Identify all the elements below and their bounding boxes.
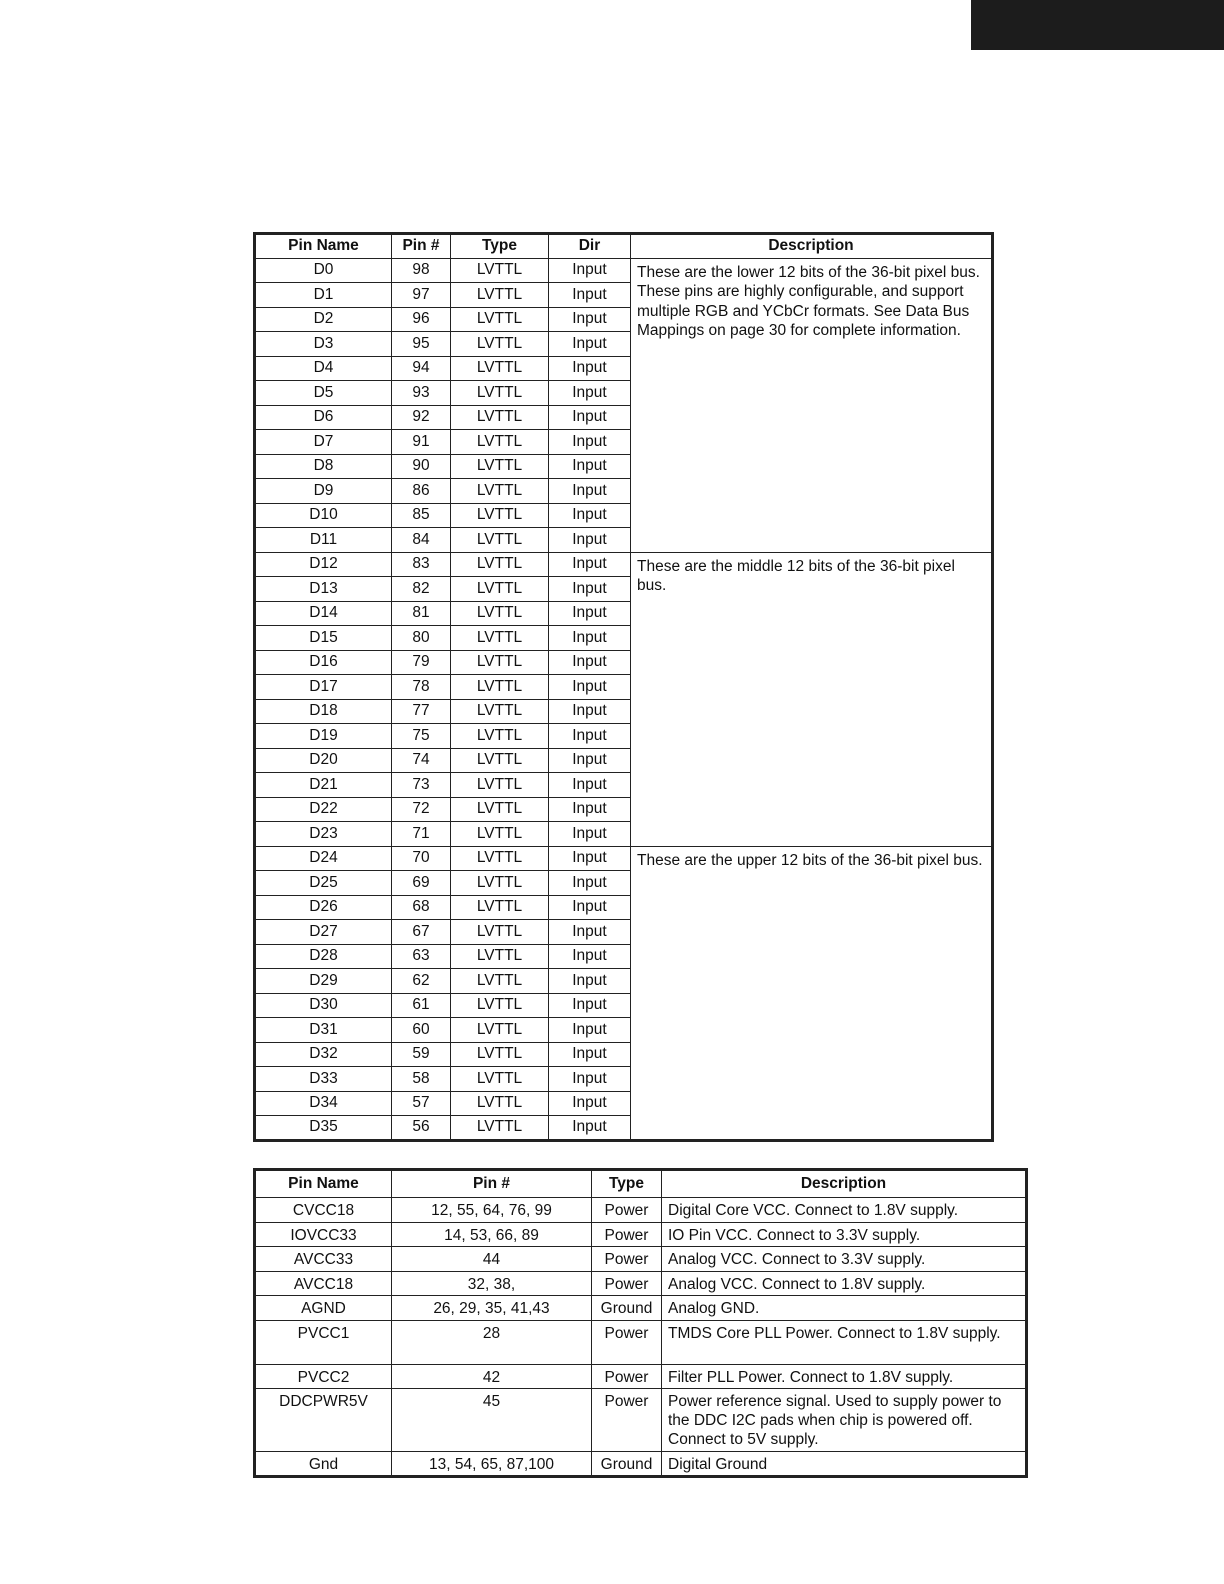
pin-name-cell: D10: [255, 503, 392, 528]
dir-cell: Input: [549, 650, 631, 675]
pin-name-cell: D17: [255, 675, 392, 700]
dir-cell: Input: [549, 699, 631, 724]
type-cell: LVTTL: [451, 846, 549, 871]
dir-cell: Input: [549, 993, 631, 1018]
pin-name-cell: D12: [255, 552, 392, 577]
pin-name-cell: D5: [255, 381, 392, 406]
dir-cell: Input: [549, 797, 631, 822]
dir-cell: Input: [549, 1116, 631, 1141]
dir-cell: Input: [549, 1067, 631, 1092]
power-pin-name-cell: AVCC18: [255, 1271, 392, 1296]
type-cell: LVTTL: [451, 895, 549, 920]
pin-name-cell: D16: [255, 650, 392, 675]
type-cell: LVTTL: [451, 258, 549, 283]
pin-number-cell: 83: [392, 552, 451, 577]
data-table-body: [255, 258, 993, 1140]
power-pin-number-cell: 26, 29, 35, 41,43: [392, 1296, 592, 1321]
pin-name-cell: D1: [255, 283, 392, 308]
pin-number-cell: 70: [392, 846, 451, 871]
pin-number-cell: 93: [392, 381, 451, 406]
pin-number-cell: 63: [392, 944, 451, 969]
pin-name-cell: D6: [255, 405, 392, 430]
pin-name-cell: D7: [255, 430, 392, 455]
pin-name-cell: D3: [255, 332, 392, 357]
power-type-cell: Power: [592, 1198, 662, 1223]
type-cell: LVTTL: [451, 283, 549, 308]
pin-name-cell: D15: [255, 626, 392, 651]
type-cell: LVTTL: [451, 944, 549, 969]
power-pins-table: [253, 1168, 1028, 1478]
pin-name-cell: D21: [255, 773, 392, 798]
type-cell: LVTTL: [451, 430, 549, 455]
type-cell: LVTTL: [451, 626, 549, 651]
pin-number-cell: 96: [392, 307, 451, 332]
power-table-body: [255, 1198, 1027, 1477]
pin-number-cell: 86: [392, 479, 451, 504]
power-description-cell: IO Pin VCC. Connect to 3.3V supply.: [662, 1222, 1027, 1247]
pin-name-cell: D22: [255, 797, 392, 822]
dir-cell: Input: [549, 332, 631, 357]
dir-cell: Input: [549, 479, 631, 504]
power-pin-number-cell: 12, 55, 64, 76, 99: [392, 1198, 592, 1223]
pin-number-cell: 95: [392, 332, 451, 357]
type-cell: LVTTL: [451, 724, 549, 749]
pin-name-cell: D28: [255, 944, 392, 969]
dir-cell: Input: [549, 969, 631, 994]
pin-name-cell: D27: [255, 920, 392, 945]
dir-cell: Input: [549, 944, 631, 969]
type-cell: LVTTL: [451, 797, 549, 822]
type-cell: LVTTL: [451, 503, 549, 528]
pin-name-cell: D32: [255, 1042, 392, 1067]
type-cell: LVTTL: [451, 822, 549, 847]
group-description-cell: These are the lower 12 bits of the 36-bit pixel bus. These pins are highly configurable, and support multiple RGB and YCbCr formats. See Data Bus Mappings on page 30 for complete information.: [631, 258, 993, 552]
pin-name-cell: D14: [255, 601, 392, 626]
pin-number-cell: 58: [392, 1067, 451, 1092]
pin-name-cell: D23: [255, 822, 392, 847]
power-pin-name-cell: PVCC2: [255, 1364, 392, 1389]
pin-name-cell: D9: [255, 479, 392, 504]
pin-number-cell: 94: [392, 356, 451, 381]
type-cell: LVTTL: [451, 650, 549, 675]
power-type-cell: Power: [592, 1320, 662, 1364]
dir-cell: Input: [549, 871, 631, 896]
group-description-cell: These are the upper 12 bits of the 36-bit pixel bus.: [631, 846, 993, 1140]
power-description-cell: Analog VCC. Connect to 3.3V supply.: [662, 1247, 1027, 1272]
pin-name-cell: D11: [255, 528, 392, 553]
type-cell: LVTTL: [451, 920, 549, 945]
dir-cell: Input: [549, 503, 631, 528]
pin-name-cell: D24: [255, 846, 392, 871]
type-cell: LVTTL: [451, 993, 549, 1018]
power-description-cell: Analog VCC. Connect to 1.8V supply.: [662, 1271, 1027, 1296]
power-type-cell: Power: [592, 1364, 662, 1389]
pin-number-cell: 85: [392, 503, 451, 528]
pin-name-cell: D33: [255, 1067, 392, 1092]
table-row: [255, 1364, 1027, 1389]
power-pin-number-cell: 44: [392, 1247, 592, 1272]
type-cell: LVTTL: [451, 675, 549, 700]
dir-cell: Input: [549, 675, 631, 700]
power-pin-name-cell: PVCC1: [255, 1320, 392, 1364]
pin-number-cell: 75: [392, 724, 451, 749]
pin-number-cell: 97: [392, 283, 451, 308]
power-pin-name-cell: IOVCC33: [255, 1222, 392, 1247]
type-cell: LVTTL: [451, 871, 549, 896]
power-type-cell: Ground: [592, 1452, 662, 1477]
table-row: [255, 1452, 1027, 1477]
dir-cell: Input: [549, 920, 631, 945]
power-header-pin-number: Pin #: [392, 1170, 592, 1198]
table-row: [255, 1198, 1027, 1223]
power-type-cell: Power: [592, 1222, 662, 1247]
pin-number-cell: 77: [392, 699, 451, 724]
pin-number-cell: 67: [392, 920, 451, 945]
pin-number-cell: 73: [392, 773, 451, 798]
corner-header-tab: [971, 0, 1224, 50]
power-pin-name-cell: CVCC18: [255, 1198, 392, 1223]
dir-cell: Input: [549, 405, 631, 430]
dir-cell: Input: [549, 1091, 631, 1116]
power-description-cell: Digital Ground: [662, 1452, 1027, 1477]
dir-cell: Input: [549, 283, 631, 308]
dir-cell: Input: [549, 454, 631, 479]
pin-number-cell: 72: [392, 797, 451, 822]
pin-number-cell: 98: [392, 258, 451, 283]
header-pin-name: Pin Name: [255, 234, 392, 259]
type-cell: LVTTL: [451, 748, 549, 773]
pin-number-cell: 80: [392, 626, 451, 651]
power-type-cell: Power: [592, 1271, 662, 1296]
dir-cell: Input: [549, 822, 631, 847]
power-description-cell: Analog GND.: [662, 1296, 1027, 1321]
pin-number-cell: 62: [392, 969, 451, 994]
power-header-description: Description: [662, 1170, 1027, 1198]
pin-number-cell: 68: [392, 895, 451, 920]
power-type-cell: Power: [592, 1247, 662, 1272]
dir-cell: Input: [549, 381, 631, 406]
power-pin-name-cell: AVCC33: [255, 1247, 392, 1272]
power-pin-name-cell: Gnd: [255, 1452, 392, 1477]
table-row: [255, 1320, 1027, 1364]
type-cell: LVTTL: [451, 479, 549, 504]
dir-cell: Input: [549, 846, 631, 871]
dir-cell: Input: [549, 356, 631, 381]
power-pin-number-cell: 14, 53, 66, 89: [392, 1222, 592, 1247]
table-row: [255, 1247, 1027, 1272]
dir-cell: Input: [549, 430, 631, 455]
pin-name-cell: D20: [255, 748, 392, 773]
type-cell: LVTTL: [451, 405, 549, 430]
type-cell: LVTTL: [451, 1042, 549, 1067]
pin-name-cell: D0: [255, 258, 392, 283]
power-pin-name-cell: AGND: [255, 1296, 392, 1321]
pin-name-cell: D26: [255, 895, 392, 920]
power-description-cell: Power reference signal. Used to supply power to the DDC I2C pads when chip is powered off. Connect to 5V supply.: [662, 1389, 1027, 1452]
type-cell: LVTTL: [451, 454, 549, 479]
type-cell: LVTTL: [451, 1067, 549, 1092]
power-pin-number-cell: 32, 38,: [392, 1271, 592, 1296]
dir-cell: Input: [549, 528, 631, 553]
dir-cell: Input: [549, 307, 631, 332]
header-description: Description: [631, 234, 993, 259]
table-row: [255, 846, 993, 871]
pin-number-cell: 91: [392, 430, 451, 455]
pin-name-cell: D4: [255, 356, 392, 381]
type-cell: LVTTL: [451, 332, 549, 357]
type-cell: LVTTL: [451, 601, 549, 626]
table-row: [255, 552, 993, 577]
pin-name-cell: D2: [255, 307, 392, 332]
header-pin-number: Pin #: [392, 234, 451, 259]
power-pin-number-cell: 45: [392, 1389, 592, 1452]
dir-cell: Input: [549, 601, 631, 626]
pin-name-cell: D13: [255, 577, 392, 602]
pin-number-cell: 84: [392, 528, 451, 553]
pin-number-cell: 69: [392, 871, 451, 896]
type-cell: LVTTL: [451, 577, 549, 602]
power-description-cell: Digital Core VCC. Connect to 1.8V supply.: [662, 1198, 1027, 1223]
type-cell: LVTTL: [451, 699, 549, 724]
pin-number-cell: 92: [392, 405, 451, 430]
table-row: [255, 1389, 1027, 1452]
table-row: [255, 1271, 1027, 1296]
pin-number-cell: 56: [392, 1116, 451, 1141]
type-cell: LVTTL: [451, 1018, 549, 1043]
power-header-pin-name: Pin Name: [255, 1170, 392, 1198]
type-cell: LVTTL: [451, 969, 549, 994]
pin-name-cell: D8: [255, 454, 392, 479]
pin-number-cell: 90: [392, 454, 451, 479]
pin-name-cell: D34: [255, 1091, 392, 1116]
pin-name-cell: D29: [255, 969, 392, 994]
power-description-cell: Filter PLL Power. Connect to 1.8V supply.: [662, 1364, 1027, 1389]
data-pins-table: [253, 232, 994, 1142]
dir-cell: Input: [549, 258, 631, 283]
type-cell: LVTTL: [451, 356, 549, 381]
pin-number-cell: 78: [392, 675, 451, 700]
type-cell: LVTTL: [451, 307, 549, 332]
dir-cell: Input: [549, 773, 631, 798]
pin-number-cell: 57: [392, 1091, 451, 1116]
power-header-type: Type: [592, 1170, 662, 1198]
type-cell: LVTTL: [451, 773, 549, 798]
type-cell: LVTTL: [451, 381, 549, 406]
header-dir: Dir: [549, 234, 631, 259]
pin-number-cell: 71: [392, 822, 451, 847]
power-type-cell: Ground: [592, 1296, 662, 1321]
pin-name-cell: D25: [255, 871, 392, 896]
dir-cell: Input: [549, 1042, 631, 1067]
dir-cell: Input: [549, 626, 631, 651]
power-pin-number-cell: 28: [392, 1320, 592, 1364]
header-type: Type: [451, 234, 549, 259]
pin-number-cell: 74: [392, 748, 451, 773]
type-cell: LVTTL: [451, 528, 549, 553]
pin-number-cell: 60: [392, 1018, 451, 1043]
power-pin-number-cell: 13, 54, 65, 87,100: [392, 1452, 592, 1477]
pin-name-cell: D31: [255, 1018, 392, 1043]
dir-cell: Input: [549, 577, 631, 602]
dir-cell: Input: [549, 552, 631, 577]
pin-number-cell: 61: [392, 993, 451, 1018]
table-row: [255, 258, 993, 283]
dir-cell: Input: [549, 895, 631, 920]
dir-cell: Input: [549, 724, 631, 749]
power-pin-number-cell: 42: [392, 1364, 592, 1389]
power-type-cell: Power: [592, 1389, 662, 1452]
pin-name-cell: D19: [255, 724, 392, 749]
power-pin-name-cell: DDCPWR5V: [255, 1389, 392, 1452]
pin-number-cell: 82: [392, 577, 451, 602]
type-cell: LVTTL: [451, 552, 549, 577]
pin-number-cell: 59: [392, 1042, 451, 1067]
pin-name-cell: D35: [255, 1116, 392, 1141]
power-description-cell: TMDS Core PLL Power. Connect to 1.8V supply.: [662, 1320, 1027, 1364]
pin-name-cell: D18: [255, 699, 392, 724]
pin-name-cell: D30: [255, 993, 392, 1018]
type-cell: LVTTL: [451, 1091, 549, 1116]
table-row: [255, 1296, 1027, 1321]
dir-cell: Input: [549, 748, 631, 773]
type-cell: LVTTL: [451, 1116, 549, 1141]
group-description-cell: These are the middle 12 bits of the 36-bit pixel bus.: [631, 552, 993, 846]
pin-number-cell: 81: [392, 601, 451, 626]
pin-number-cell: 79: [392, 650, 451, 675]
table-row: [255, 1222, 1027, 1247]
dir-cell: Input: [549, 1018, 631, 1043]
